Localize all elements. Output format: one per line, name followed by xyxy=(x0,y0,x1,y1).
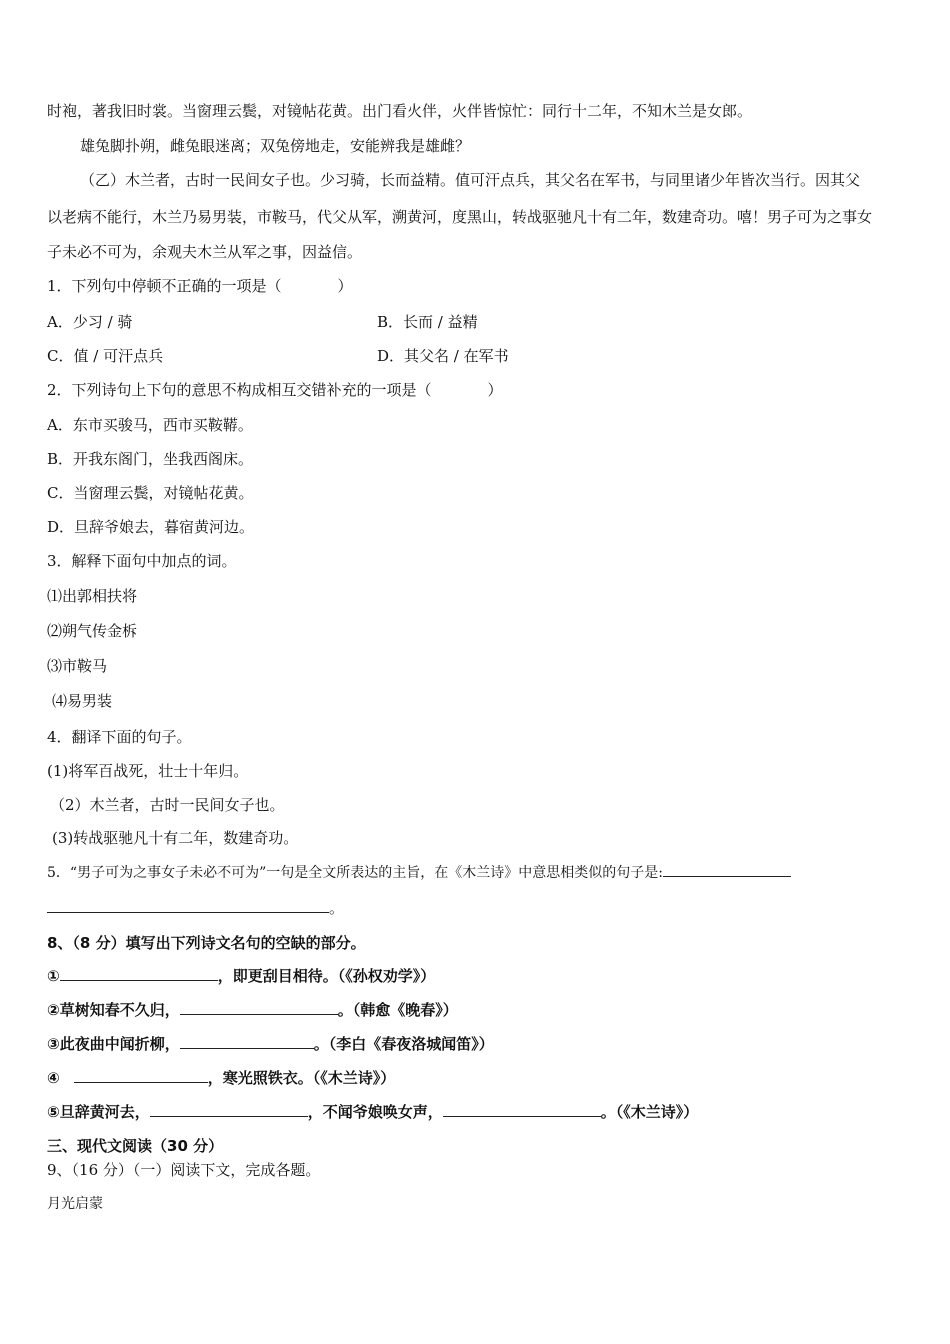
q2-option-d: D．旦辞爷娘去，暮宿黄河边。 xyxy=(47,518,255,536)
q3-item-2: ⑵朔气传金柝 xyxy=(47,622,138,640)
q3-item-3: ⑶市鞍马 xyxy=(47,657,108,675)
answer-blank[interactable] xyxy=(150,1102,308,1117)
q1-option-b: B．长而 / 益精 xyxy=(377,313,478,331)
question-stem-text: 1．下列句中停顿不正确的一项是（ xyxy=(47,277,282,295)
line-text: ③此夜曲中闻折柳， xyxy=(47,1035,180,1053)
q8-line-5 xyxy=(47,1102,698,1122)
answer-blank[interactable] xyxy=(663,862,791,877)
period: 。 xyxy=(329,899,345,917)
passage-line: 时袍，著我旧时裳。当窗理云鬓，对镜帖花黄。出门看火伴，火伴皆惊忙：同行十二年，不知木兰是女郎。 xyxy=(47,102,753,120)
question-stem-text: 5．“男子可为之事女子未必不可为”一句是全文所表达的主旨，在《木兰诗》中意思相类似的句子是: xyxy=(47,865,663,881)
answer-blank[interactable] xyxy=(47,898,329,913)
question-1-stem xyxy=(47,276,353,296)
q8-line-1 xyxy=(47,966,435,986)
passage-line: 雄兔脚扑朔，雌兔眼迷离；双兔傍地走，安能辨我是雄雌？ xyxy=(80,137,471,155)
section-heading: 三、现代文阅读（30 分） xyxy=(47,1137,224,1155)
question-9-stem: 9、（16 分）（一）阅读下文，完成各题。 xyxy=(47,1161,321,1179)
q8-line-2 xyxy=(47,1000,458,1020)
q4-item-2: （2）木兰者，古时一民间女子也。 xyxy=(50,796,285,814)
q3-item-1: ⑴出郭相扶将 xyxy=(47,587,138,605)
q8-line-4 xyxy=(47,1068,395,1088)
paren-close: ） xyxy=(487,381,503,399)
question-2-stem xyxy=(47,380,503,400)
line-text: ②草树知春不久归， xyxy=(47,1001,180,1019)
passage-yi-line: 以老病不能行，木兰乃易男装，市鞍马，代父从军，溯黄河，度黑山，转战驱驰凡十有二年，数建奇功。嘻！男子可为之事女 xyxy=(47,208,873,226)
line-text: 。（韩愈《晚春》） xyxy=(337,1001,458,1019)
article-title: 月光启蒙 xyxy=(47,1196,103,1212)
question-stem-text: 2．下列诗句上下句的意思不构成相互交错补充的一项是（ xyxy=(47,381,432,399)
q4-item-3: (3)转战驱驰凡十有二年，数建奇功。 xyxy=(52,829,299,847)
line-text: ，寒光照铁衣。（《木兰诗》） xyxy=(207,1069,396,1087)
line-text: ⑤旦辞黄河去， xyxy=(47,1103,150,1121)
q4-item-1: (1)将军百战死，壮士十年归。 xyxy=(47,762,249,780)
q1-option-c: C．值 / 可汗点兵 xyxy=(47,347,164,365)
line-text: ，即更刮目相待。（《孙权劝学》） xyxy=(217,967,436,985)
passage-yi-line: （乙）木兰者，古时一民间女子也。少习骑，长而益精。值可汗点兵，其父名在军书，与同里诸少年皆次当行。因其父 xyxy=(80,171,861,189)
circled-number: ④ xyxy=(47,1069,60,1087)
answer-blank[interactable] xyxy=(443,1102,601,1117)
q5-answer-line xyxy=(47,898,344,918)
q8-line-3 xyxy=(47,1034,494,1054)
passage-yi-line: 子未必不可为，余观夫木兰从军之事，因益信。 xyxy=(47,243,363,261)
q2-option-b: B．开我东阁门，坐我西阁床。 xyxy=(47,450,254,468)
line-text: 。（李白《春夜洛城闻笛》） xyxy=(313,1035,494,1053)
circled-number: ① xyxy=(47,967,60,985)
paren-close: ） xyxy=(337,277,353,295)
answer-blank[interactable] xyxy=(180,1000,338,1015)
line-text: ，不闻爷娘唤女声， xyxy=(307,1103,443,1121)
line-text: 。（《木兰诗》） xyxy=(600,1103,699,1121)
q2-option-c: C．当窗理云鬓，对镜帖花黄。 xyxy=(47,484,254,502)
answer-blank[interactable] xyxy=(74,1068,208,1083)
q1-option-a: A．少习 / 骑 xyxy=(47,313,133,331)
q2-option-a: A．东市买骏马，西市买鞍鞯。 xyxy=(47,416,253,434)
question-5-stem xyxy=(47,862,791,883)
question-4-stem: 4．翻译下面的句子。 xyxy=(47,728,192,746)
answer-blank[interactable] xyxy=(60,966,218,981)
q1-option-d: D．其父名 / 在军书 xyxy=(377,347,509,365)
q3-item-4: ⑷易男装 xyxy=(52,692,113,710)
question-3-stem: 3．解释下面句中加点的词。 xyxy=(47,552,237,570)
answer-blank[interactable] xyxy=(180,1034,314,1049)
question-8-stem: 8、（8 分）填写出下列诗文名句的空缺的部分。 xyxy=(47,934,366,952)
